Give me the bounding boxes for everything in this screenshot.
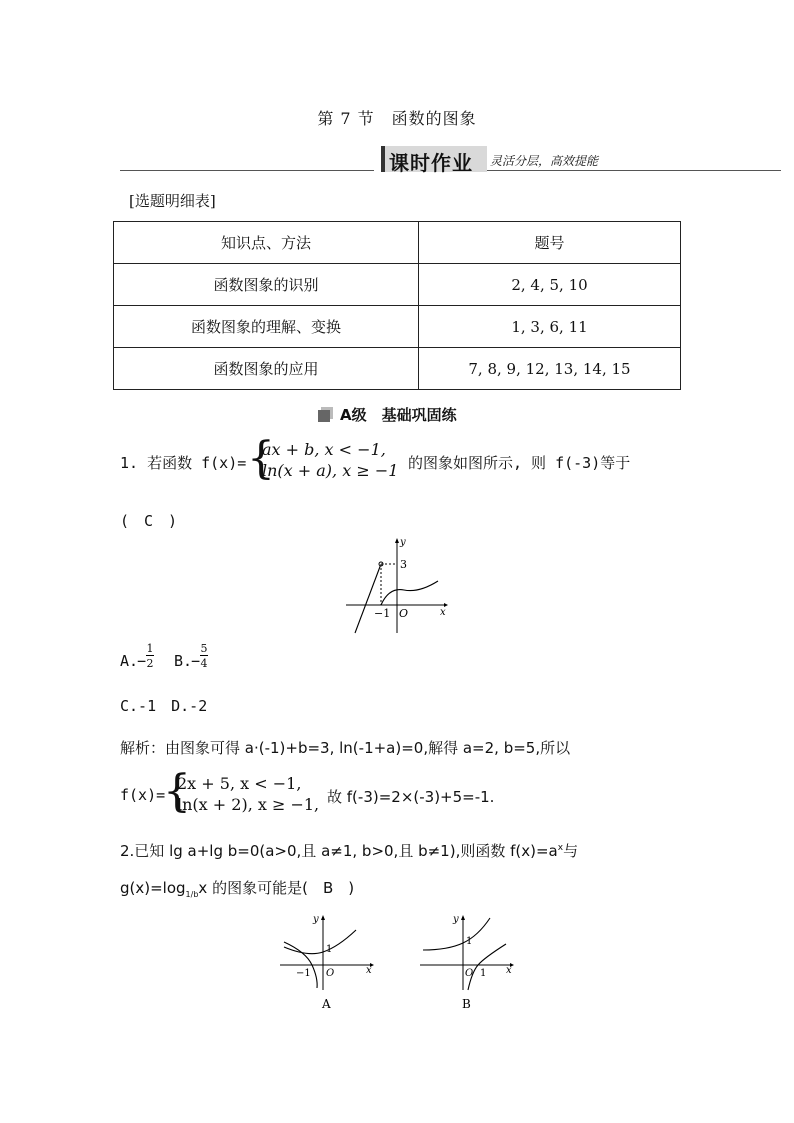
table-title: [选题明细表] (129, 192, 216, 210)
q2b-log-curve (468, 944, 506, 990)
q1-suffix: 的图象如图所示, 则 f(-3)等于 (408, 454, 631, 472)
q2a-caption: A (322, 997, 331, 1011)
table-cell-topic: 函数图象的理解、变换 (114, 306, 419, 348)
q2-line1-end: 与 (563, 842, 579, 860)
q1-analysis-suffix: 故 f(-3)=2×(-3)+5=-1. (327, 788, 495, 806)
q1-analysis-prefix: f(x)= (120, 786, 166, 804)
q1-y-label: y (400, 537, 406, 548)
q1-option-b-num: 5 (200, 642, 208, 655)
q2a-exp-curve (284, 930, 356, 954)
level-heading-text: A级 基础巩固练 (340, 406, 457, 424)
q1-analysis-line1: 解析：由图象可得 a·(-1)+b=3, ln(-1+a)=0,解得 a=2, b=5,所以 (120, 739, 571, 757)
q1-tick-neg1: −1 (374, 607, 391, 620)
q2-line2-prefix: g(x)=log (120, 879, 186, 897)
q1-graph (344, 535, 450, 635)
q1-tick-3: 3 (400, 558, 407, 571)
q2a-origin: O (326, 968, 335, 979)
q1-linear-branch (355, 564, 381, 633)
q1-brace: { (247, 433, 275, 484)
section-title: 第 7 节 函数的图象 (317, 109, 477, 128)
q2-graph-a (278, 912, 376, 1012)
q1-log-branch (381, 581, 438, 605)
q2-line1-text: 2.已知 lg a+lg b=0(a>0,且 a≠1, b>0,且 b≠1),则函数 f(x)=a (120, 842, 558, 860)
q2b-caption: B (462, 997, 471, 1011)
q1-origin: O (399, 607, 409, 620)
q2-graph-b (418, 912, 516, 1012)
q1-analysis-case1: 2x + 5, x < −1, (177, 774, 302, 793)
q1-prefix: 1. 若函数 f(x)= (120, 454, 247, 472)
q1-y-arrow (395, 538, 399, 543)
q1-case1: ax + b, x < −1, (262, 440, 386, 459)
banner-label: 课时作业 (389, 151, 473, 175)
table-cell-topic: 函数图象的应用 (114, 348, 419, 390)
q1-option-b-label: B. (174, 652, 193, 670)
q2b-tick-1: 1 (466, 936, 473, 947)
q2-line2 (120, 877, 354, 899)
q1-option-a-sign: − (137, 652, 147, 670)
table-cell-number: 2, 4, 5, 10 (419, 264, 681, 306)
q1-option-b-den: 4 (200, 657, 208, 670)
level-heading (318, 404, 457, 425)
table-cell-number: 7, 8, 9, 12, 13, 14, 15 (419, 348, 681, 390)
banner-rule-left (120, 170, 374, 171)
banner-subtitle: 灵活分层，高效提能 (490, 154, 599, 168)
q1-case2: ln(x + a), x ≥ −1 (262, 461, 399, 480)
table-row (114, 348, 681, 390)
q2-line1-sup: x (557, 843, 564, 853)
q1-option-a-label: A. (120, 652, 139, 670)
q2b-x-label: x (506, 965, 512, 976)
q1-option-a-num: 1 (146, 642, 154, 655)
table-header-row (114, 222, 681, 264)
table-cell-topic: 函数图象的识别 (114, 264, 419, 306)
q1-option-a-den: 2 (146, 657, 154, 670)
q2a-tick-1: 1 (326, 944, 333, 955)
q2a-tick-neg1: −1 (296, 968, 311, 979)
q2-line2-suffix: 的图象可能是( B ) (212, 879, 355, 897)
q2b-y-arrow (461, 915, 465, 920)
q2a-y-arrow (321, 915, 325, 920)
q2-line1 (120, 840, 578, 861)
q2-line2-sub: 1/b (185, 890, 199, 899)
q2a-x-label: x (366, 965, 372, 976)
q1-option-b-sign: − (191, 652, 201, 670)
q2-line2-x: x (198, 879, 208, 897)
banner-rule-right (486, 170, 781, 171)
table-header-number: 题号 (419, 222, 681, 264)
q1-options-cd: C.-1 D.-2 (120, 697, 208, 715)
q1-analysis-brace: { (163, 766, 191, 817)
q2b-origin: O (465, 968, 474, 979)
q1-answer: ( C ) (120, 512, 178, 530)
q1-analysis-case2: ln(x + 2), x ≥ −1, (177, 795, 320, 814)
q2b-y-label: y (453, 914, 459, 925)
topic-table (113, 221, 681, 390)
q1-x-label: x (440, 607, 446, 618)
q2a-y-label: y (313, 914, 319, 925)
table-cell-number: 1, 3, 6, 11 (419, 306, 681, 348)
table-header-topic: 知识点、方法 (114, 222, 419, 264)
level-icon (318, 410, 330, 422)
table-row (114, 306, 681, 348)
table-row (114, 264, 681, 306)
q2b-tick-x1: 1 (480, 968, 487, 979)
